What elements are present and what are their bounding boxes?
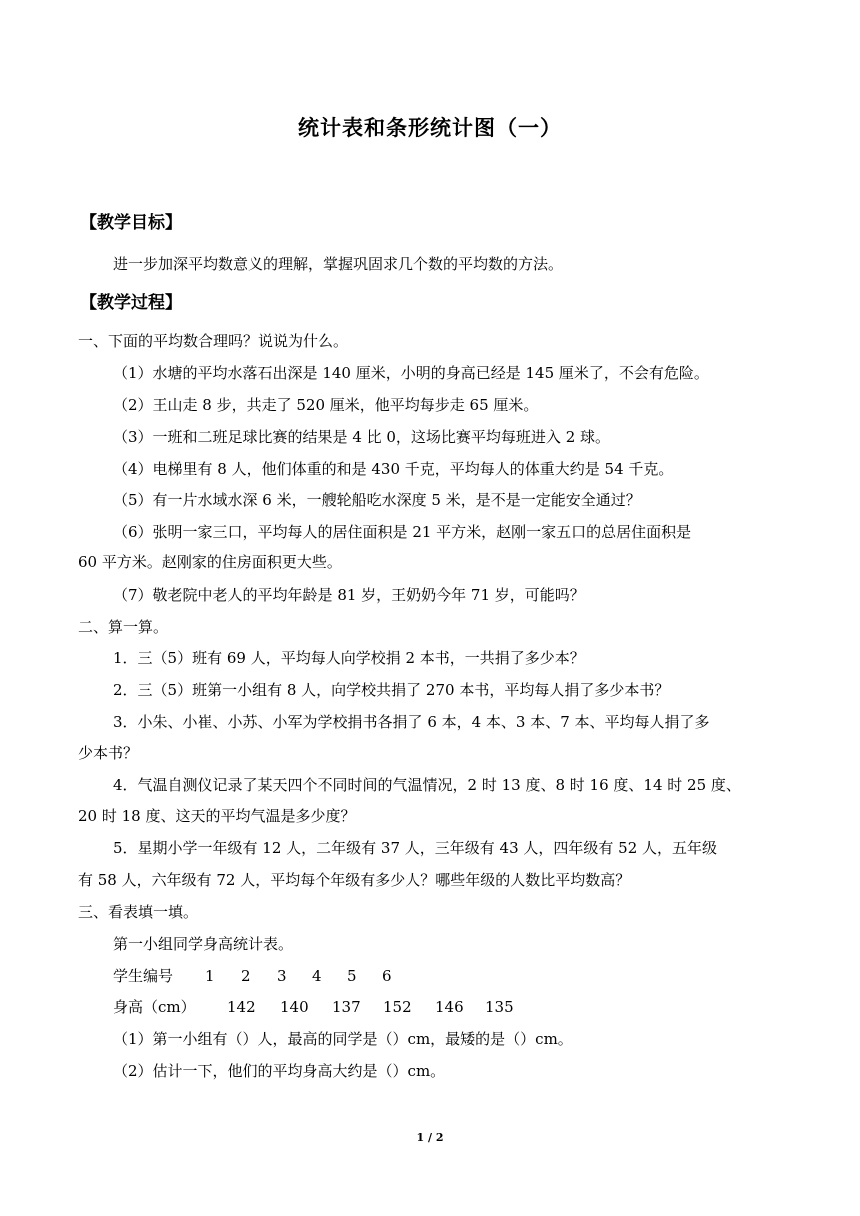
part3-heading: 三、看表填一填。 — [78, 903, 199, 921]
part1-item: （1）水塘的平均水落石出深是 140 厘米，小明的身高已经是 145 厘米了，不会有危险。 — [113, 364, 709, 382]
part2-item-continued: 少本书？ — [78, 744, 139, 762]
part2-item: 4．气温自测仪记录了某天四个不同时间的气温情况，2 时 13 度、8 时 16 度、14 时 25 度、 — [113, 776, 741, 794]
table-cell: 1 — [205, 967, 215, 985]
table-cell: 6 — [382, 967, 392, 985]
part3-question: （2）估计一下，他们的平均身高大约是（）cm。 — [113, 1062, 446, 1080]
row-label: 学生编号 — [113, 967, 174, 985]
table-cell: 142 — [227, 998, 256, 1016]
part3-question: （1）第一小组有（）人，最高的同学是（）cm，最矮的是（）cm。 — [113, 1030, 573, 1048]
table-cell: 5 — [347, 967, 357, 985]
part2-item: 3．小朱、小崔、小苏、小军为学校捐书各捐了 6 本，4 本、3 本、7 本、平均每人捐了多 — [113, 713, 710, 731]
part1-item: （5）有一片水域水深 6 米，一艘轮船吃水深度 5 米，是不是一定能安全通过？ — [113, 491, 641, 509]
part2-item: 1．三（5）班有 69 人，平均每人向学校捐 2 本书，一共捐了多少本？ — [113, 649, 585, 667]
table-cell: 3 — [277, 967, 287, 985]
part2-item-continued: 20 时 18 度、这天的平均气温是多少度？ — [78, 807, 356, 825]
page-number: 1 / 2 — [416, 1131, 444, 1144]
table-cell: 135 — [485, 998, 514, 1016]
table-cell: 137 — [332, 998, 361, 1016]
table-cell: 140 — [280, 998, 309, 1016]
table-cell: 2 — [241, 967, 251, 985]
goal-text: 进一步加深平均数意义的理解，掌握巩固求几个数的平均数的方法。 — [113, 255, 564, 273]
table-cell: 4 — [312, 967, 322, 985]
table-row-height — [113, 997, 533, 1017]
part2-item: 2．三（5）班第一小组有 8 人，向学校共捐了 270 本书，平均每人捐了多少本书？ — [113, 681, 670, 699]
part1-heading: 一、下面的平均数合理吗？说说为什么。 — [78, 332, 349, 350]
part1-item: （2）王山走 8 步，共走了 520 厘米，他平均每步走 65 厘米。 — [113, 396, 539, 414]
table-cell: 152 — [383, 998, 412, 1016]
goal-heading: 【教学目标】 — [80, 213, 182, 233]
row-label: 身高（cm） — [113, 998, 196, 1016]
part1-item: （6）张明一家三口，平均每人的居住面积是 21 平方米，赵刚一家五口的总居住面积是 — [113, 523, 692, 541]
part1-item: （3）一班和二班足球比赛的结果是 4 比 0，这场比赛平均每班进入 2 球。 — [113, 428, 611, 446]
part2-heading: 二、算一算。 — [78, 618, 169, 636]
part1-item-continued: 60 平方米。赵刚家的住房面积更大些。 — [78, 553, 342, 571]
process-heading: 【教学过程】 — [80, 293, 182, 313]
table-cell: 146 — [435, 998, 464, 1016]
part1-item: （7）敬老院中老人的平均年龄是 81 岁，王奶奶今年 71 岁，可能吗？ — [113, 586, 585, 604]
part2-item-continued: 有 58 人，六年级有 72 人，平均每个年级有多少人？哪些年级的人数比平均数高？ — [78, 871, 631, 889]
table-caption: 第一小组同学身高统计表。 — [113, 935, 294, 953]
part1-item: （4）电梯里有 8 人，他们体重的和是 430 千克，平均每人的体重大约是 54 千克。 — [113, 460, 674, 478]
part2-item: 5．星期小学一年级有 12 人，二年级有 37 人，三年级有 43 人，四年级有 52 人，五年级 — [113, 839, 718, 857]
page-title: 统计表和条形统计图（一） — [298, 116, 562, 140]
table-row-student-id — [113, 966, 433, 986]
